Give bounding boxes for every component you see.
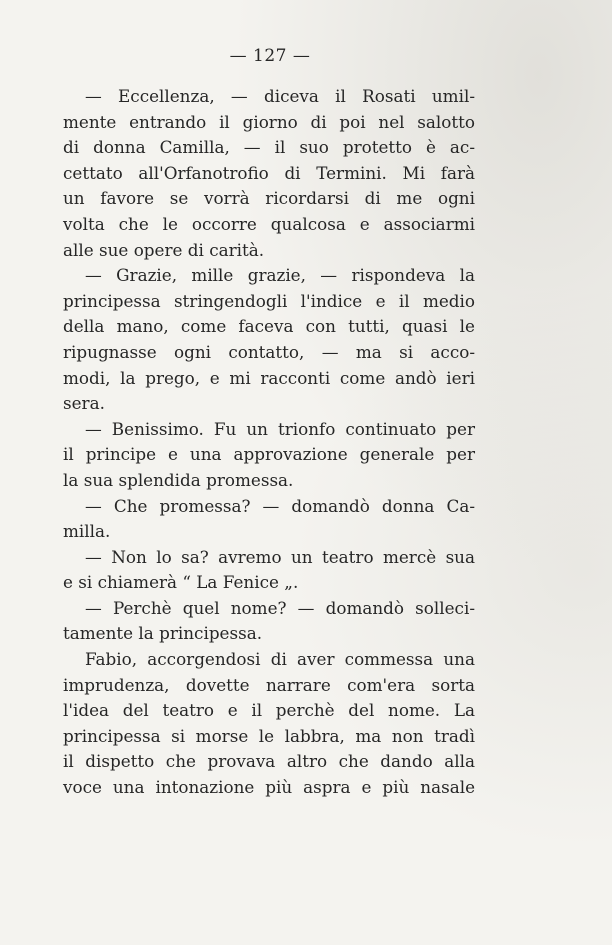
text-line: principessa stringendogli l'indice e il medio [63,290,475,311]
body-text [63,84,475,801]
text-line: sera. [63,393,105,414]
text-line: — Che promessa? — domandò donna Ca- [85,495,475,516]
text-line: volta che le occorre qualcosa e associarmi [63,213,475,234]
text-line: ripugnasse ogni contatto, — ma si acco- [63,341,475,362]
text-line: milla. [63,521,111,542]
text-line: modi, la prego, e mi racconti come andò ieri [63,367,475,388]
text-line: imprudenza, dovette narrare com'era sorta [63,674,475,695]
text-line: e si chiamerà “ La Fenice „. [63,572,299,593]
text-line: — Eccellenza, — diceva il Rosati umil- [85,86,475,106]
text-line: — Benissimo. Fu un trionfo continuato per [85,418,475,439]
text-line: un favore se vorrà ricordarsi di me ogni [63,188,475,209]
text-line: l'idea del teatro e il perchè del nome. La [63,700,475,721]
text-line: principessa si morse le labbra, ma non tradì [63,725,475,746]
text-line: della mano, come faceva con tutti, quasi le [63,316,475,337]
text-line: la sua splendida promessa. [63,469,294,490]
text-line: — Grazie, mille grazie, — rispondeva la [85,265,475,286]
text-line: cettato all'Orfanotrofio di Termini. Mi farà [63,162,475,183]
text-line: — Perchè quel nome? — domandò solleci- [85,597,475,618]
text-line: mente entrando il giorno di poi nel salotto [63,111,475,132]
text-line: alle sue opere di carità. [63,239,265,260]
text-line: tamente la principessa. [63,623,263,644]
text-line: Fabio, accorgendosi di aver commessa una [85,649,475,670]
text-line: il dispetto che provava altro che dando alla [63,751,475,772]
page-number: — 127 — [229,46,311,66]
text-line: voce una intonazione più aspra e più nasale [63,777,475,798]
text-line: — Non lo sa? avremo un teatro mercè sua [85,546,475,567]
text-line: di donna Camilla, — il suo protetto è ac- [63,137,475,158]
text-line: il principe e una approvazione generale per [63,444,475,465]
